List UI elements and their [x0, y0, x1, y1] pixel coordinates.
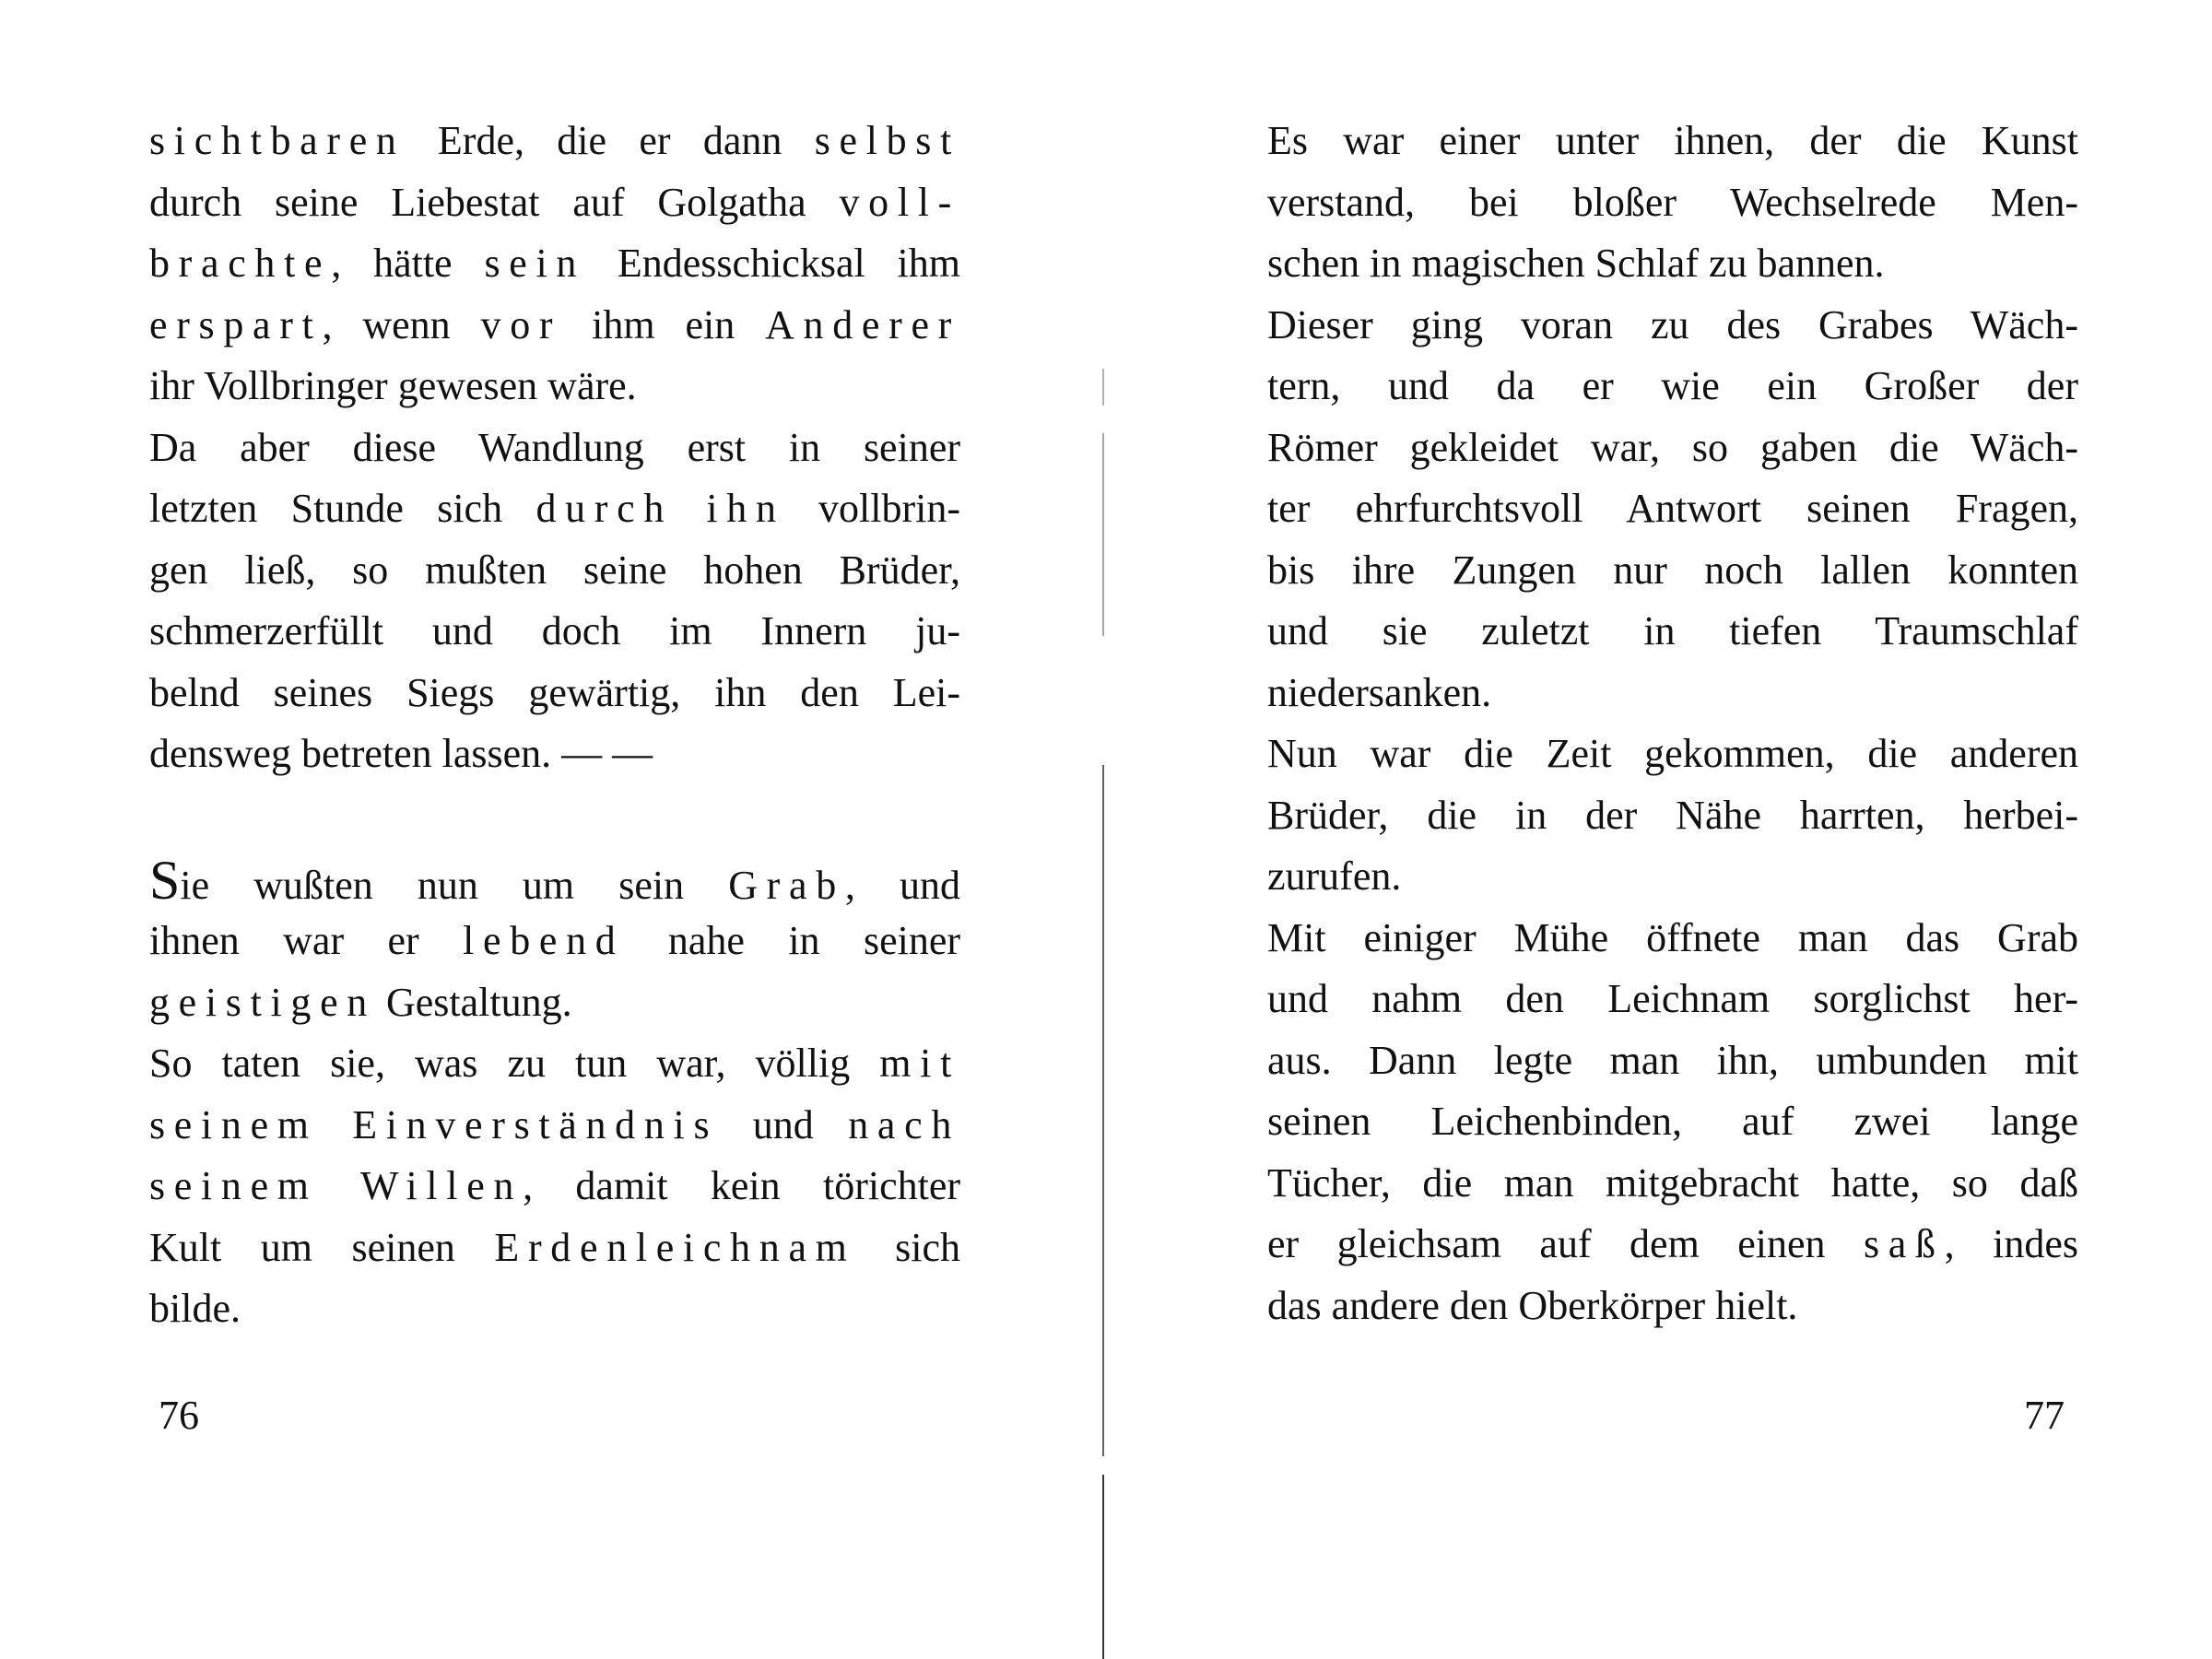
text-line: und sie zuletzt in tiefen Traumschlaf — [1267, 608, 2078, 653]
text-line: brachte, hätte sein Endesschicksal ihm — [149, 241, 960, 286]
text-line: gen ließ, so mußten seine hohen Brüder, — [149, 547, 960, 593]
gutter-shadow — [1102, 433, 1104, 636]
text-line: zurufen. — [1267, 853, 1402, 899]
text-line: ter ehrfurchtsvoll Antwort seinen Fragen, — [1267, 486, 2078, 531]
text-line: Sie wußten nun um sein Grab, und — [149, 849, 960, 911]
text-line: belnd seines Siegs gewärtig, ihn den Lei- — [149, 669, 960, 715]
text-line: Brüder, die in der Nähe harrten, herbei- — [1267, 792, 2078, 838]
text-line: er gleichsam auf dem einen saß, indes — [1267, 1221, 2078, 1266]
text-line: Kult um seinen Erdenleichnam sich — [149, 1224, 960, 1270]
page-number-right: 77 — [2024, 1393, 2065, 1438]
gutter-shadow — [1102, 369, 1104, 406]
text-line: Tücher, die man mitgebracht hatte, so daß — [1267, 1159, 2078, 1206]
text-line: ihnen war er lebend nahe in seiner — [149, 918, 960, 963]
text-line: seinem Willen, damit kein törichter — [149, 1163, 961, 1208]
text-line: bis ihre Zungen nur noch lallen konnten — [1267, 547, 2078, 593]
text-line: Da aber diese Wandlung erst in seiner — [149, 424, 960, 470]
text-line: letzten Stunde sich durch ihn vollbrin- — [149, 486, 960, 531]
text-line: bilde. — [149, 1286, 241, 1331]
text-line: Nun war die Zeit gekommen, die anderen — [1267, 731, 2078, 776]
text-line: tern, und da er wie ein Großer der — [1267, 363, 2078, 408]
gutter-shadow — [1102, 765, 1104, 1456]
text-line: Mit einiger Mühe öffnete man das Grab — [1267, 914, 2078, 960]
text-line: ihr Vollbringer gewesen wäre. — [149, 363, 637, 408]
text-line: Es war einer unter ihnen, der die Kunst — [1267, 118, 2078, 163]
text-line: Dieser ging voran zu des Grabes Wäch- — [1267, 301, 2078, 347]
text-line: schen in magischen Schlaf zu bannen. — [1267, 241, 1885, 286]
text-line: das andere den Oberkörper hielt. — [1267, 1282, 1798, 1328]
text-line: densweg betreten lassen. — — — [149, 731, 653, 776]
left-page — [149, 111, 960, 1340]
text-line: und nahm den Leichnam sorglichst her- — [1267, 976, 2078, 1021]
text-line: aus. Dann legte man ihn, umbunden mit — [1267, 1037, 2078, 1083]
right-page — [1267, 111, 2078, 1336]
page-number-left: 76 — [159, 1393, 199, 1438]
text-line: So taten sie, was zu tun war, völlig mit — [149, 1041, 960, 1086]
text-line: schmerzerfüllt und doch im Innern ju- — [149, 608, 960, 653]
text-line: Römer gekleidet war, so gaben die Wäch- — [1267, 424, 2078, 470]
text-line: durch seine Liebestat auf Golgatha voll- — [149, 179, 960, 225]
text-line: sichtbaren Erde, die er dann selbst — [149, 118, 960, 163]
text-line: verstand, bei bloßer Wechselrede Men- — [1267, 179, 2078, 225]
text-line: geistigen Gestaltung. — [149, 979, 572, 1025]
paragraph-gap — [149, 785, 960, 850]
text-line: niedersanken. — [1267, 669, 1492, 715]
text-line: erspart, wenn vor ihm ein Anderer — [149, 301, 960, 347]
gutter-shadow — [1102, 1475, 1104, 1659]
initial-letter: S — [149, 849, 181, 911]
text-line: seinem Einverständnis und nach — [149, 1101, 961, 1147]
text-line: seinen Leichenbinden, auf zwei lange — [1267, 1099, 2078, 1144]
